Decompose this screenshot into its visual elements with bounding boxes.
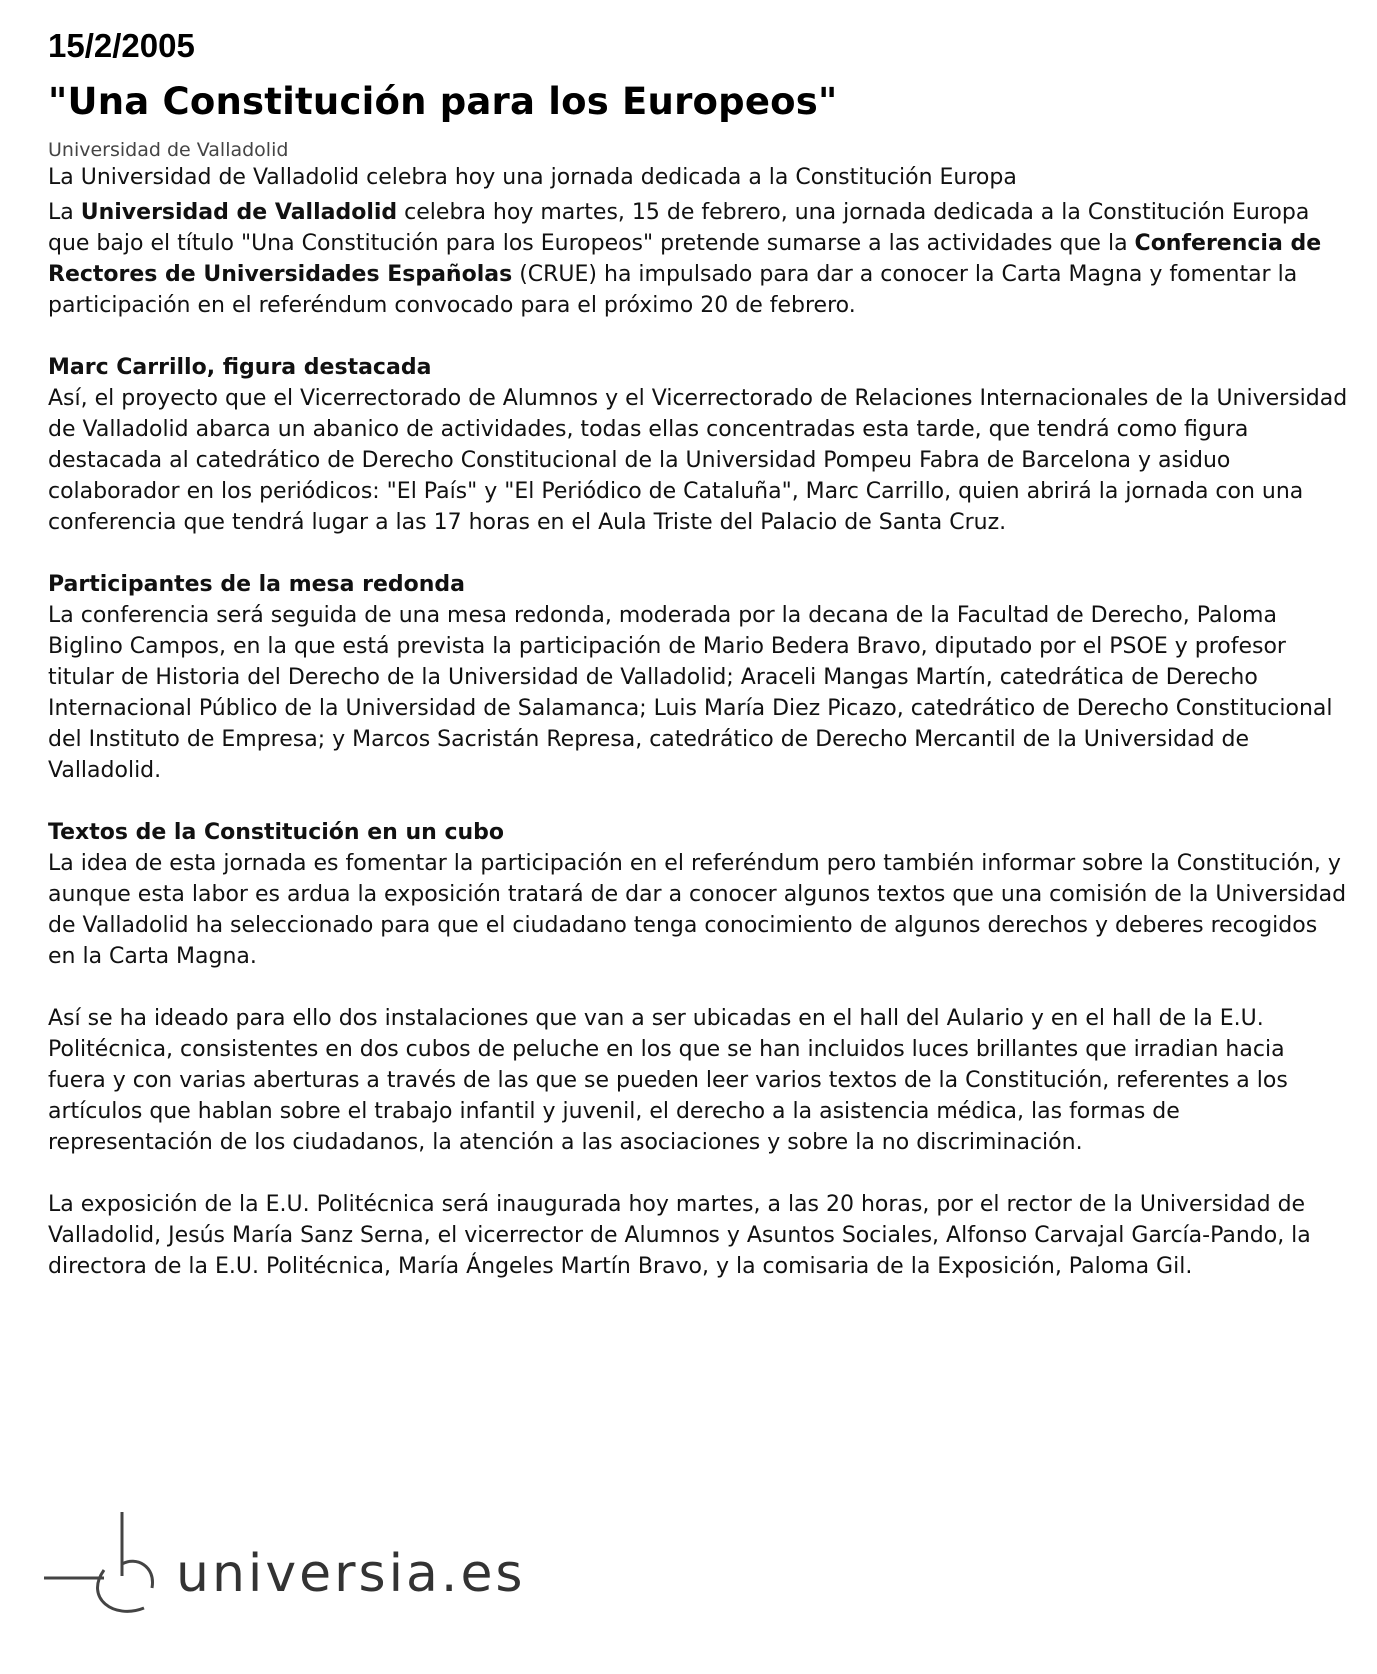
section-heading-cubo: Textos de la Constitución en un cubo: [48, 820, 505, 845]
intro-bold-crue: Conferencia de Rectores de Universidades Españolas: [48, 231, 1322, 287]
intro-bold-university: Universidad de Valladolid: [80, 200, 398, 225]
paragraph-instalaciones: Así se ha ideado para ello dos instalaciones que van a ser ubicadas en el hall del Aulario y en el hall de la E.U. Politécnica, consistentes en dos cubos de peluche en los que se han incluidos luces brillantes que irradian hacia fuera y con varias aberturas a través de las que se pueden leer varios textos de la Constitución, referentes a los artículos que hablan sobre el trabajo infantil y juvenil, el derecho a la asistencia médica, las formas de representación de los ciudadanos, la atención a las asociaciones y sobre la no discriminación.: [48, 1006, 1288, 1155]
universia-logo: [44, 1508, 564, 1628]
section-body-carrillo: Así, el proyecto que el Vicerrectorado de Alumnos y el Vicerrectorado de Relaciones Internacionales de la Universidad de Valladolid abarca un abanico de actividades, todas ellas concentradas esta tarde, que tendrá como figura destacada al catedrático de Derecho Constitucional de la Universidad Pompeu Fabra de Barcelona y asiduo colaborador en los periódicos: "El País" y "El Periódico de Cataluña", Marc Carrillo, quien abrirá la jornada con una conferencia que tendrá lugar a las 17 horas en el Aula Triste del Palacio de Santa Cruz.: [48, 386, 1348, 535]
section-heading-mesa-redonda: Participantes de la mesa redonda: [48, 572, 466, 597]
intro-text-1: La: [48, 200, 81, 225]
article-subtitle: La Universidad de Valladolid celebra hoy una jornada dedicada a la Constitución Europa: [48, 165, 1017, 190]
intro-text-3: (CRUE) ha impulsado para dar a conocer la Carta Magna y fomentar la participación en el referéndum convocado para el próximo 20 de febrero.: [48, 262, 1298, 318]
section-heading-carrillo: Marc Carrillo, figura destacada: [48, 355, 432, 380]
intro-paragraph: [48, 197, 1348, 321]
universia-logo-text: universia.es: [176, 1544, 526, 1604]
article: [48, 26, 1348, 1313]
article-date: 15/2/2005: [48, 27, 195, 64]
universia-logo-icon: [44, 1508, 174, 1628]
section-body-mesa-redonda: La conferencia será seguida de una mesa redonda, moderada por la decana de la Facultad de Derecho, Paloma Biglino Campos, en la que está prevista la participación de Mario Bedera Bravo, diputado por el PSOE y profesor titular de Historia del Derecho de la Universidad de Valladolid; Araceli Mangas Martín, catedrática de Derecho Internacional Público de la Universidad de Salamanca; Luis María Diez Picazo, catedrático de Derecho Constitucional del Instituto de Empresa; y Marcos Sacristán Represa, catedrático de Derecho Mercantil de la Universidad de Valladolid.: [48, 603, 1333, 783]
article-title: "Una Constitución para los Europeos": [48, 80, 838, 123]
section-body-cubo: La idea de esta jornada es fomentar la participación en el referéndum pero también informar sobre la Constitución, y aunque esta labor es ardua la exposición tratará de dar a conocer algunos textos que una comisión de la Universidad de Valladolid ha seleccionado para que el ciudadano tenga conocimiento de algunos derechos y deberes recogidos en la Carta Magna.: [48, 851, 1347, 969]
paragraph-inauguracion: La exposición de la E.U. Politécnica será inaugurada hoy martes, a las 20 horas, por el rector de la Universidad de Valladolid, Jesús María Sanz Serna, el vicerrector de Alumnos y Asuntos Sociales, Alfonso Carvajal García-Pando, la directora de la E.U. Politécnica, María Ángeles Martín Bravo, y la comisaria de la Exposición, Paloma Gil.: [48, 1192, 1311, 1279]
intro-text-2: celebra hoy martes, 15 de febrero, una jornada dedicada a la Constitución Europa que bajo el título "Una Constitución para los Europeos" pretende sumarse a las actividades que la: [48, 200, 1310, 256]
article-source: Universidad de Valladolid: [48, 139, 289, 161]
